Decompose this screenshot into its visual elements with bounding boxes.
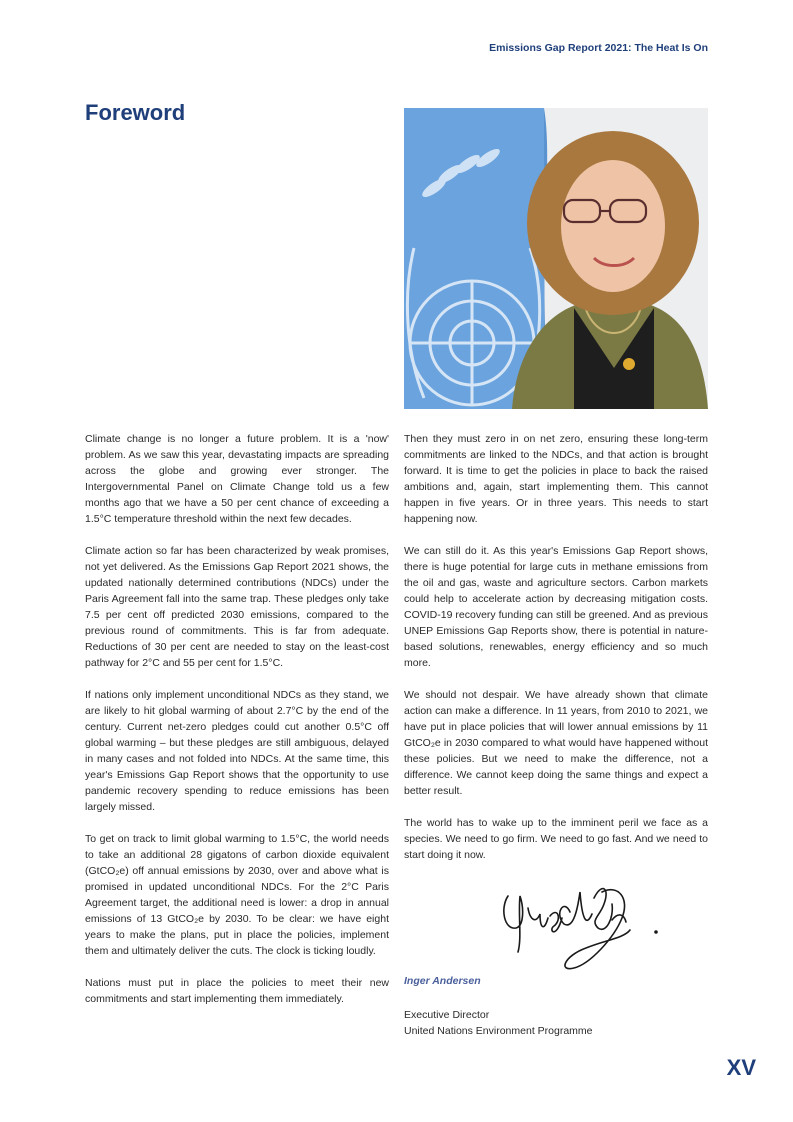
paragraph: If nations only implement unconditional NDCs as they stand, we are likely to hit global warming of about 2.7°C by the end of the century. Current net-zero pledges could cut another 0.5°C off global warming – but these pledges are still ambiguous, delayed in many cases and not folded into NDCs. At the same time, this year's Emissions Gap Report shows that the opportunity to use pandemic recovery spending to reduce emissions has been largely missed. — [85, 689, 389, 813]
paragraph: Nations must put in place the policies to meet their new commitments and start implementing them immediately. — [85, 977, 389, 1005]
signatory-details — [404, 1007, 593, 1039]
body-left-column — [85, 431, 389, 1023]
signatory-name: Inger Andersen — [404, 975, 481, 987]
paragraph: The world has to wake up to the imminent peril we face as a species. We need to go firm. We need to go fast. And we need to start doing it now. — [404, 817, 708, 861]
body-right-column — [404, 431, 708, 879]
portrait-photo — [404, 108, 708, 409]
running-header: Emissions Gap Report 2021: The Heat Is On — [489, 42, 708, 54]
paragraph: Climate change is no longer a future problem. It is a 'now' problem. As we saw this year, devastating impacts are spreading across the globe and growing ever stronger. The Intergovernmental Panel on Climate Change told us a few months ago that we have a 50 per cent chance of exceeding a 1.5°C temperature threshold within the next few decades. — [85, 433, 389, 525]
paragraph: Climate action so far has been characterized by weak promises, not yet delivered. As the Emissions Gap Report 2021 shows, the updated nationally determined contributions (NDCs) under the Paris Agreement fall into the same trap. These pledges only take 7.5 per cent off predicted 2030 emissions, compared to the previous round of commitments. This is far from adequate. Reductions of 30 per cent are needed to stay on the least-cost pathway for 2°C and 55 per cent for 1.5°C. — [85, 545, 389, 669]
paragraph: To get on track to limit global warming to 1.5°C, the world needs to take an additional 28 gigatons of carbon dioxide equivalent (GtCO₂e) off annual emissions by 2030, over and above what is promised in updated unconditional NDCs. For the 2°C Paris Agreement target, the additional need is lower: a drop in annual emissions of 13 GtCO₂e by 2030. To be clear: we have eight years to make the plans, put in place the policies, implement them and ultimately deliver the cuts. The clock is ticking loudly. — [85, 833, 389, 957]
paragraph: We should not despair. We have already shown that climate action can make a difference. In 11 years, from 2010 to 2021, we have put in place policies that will lower annual emissions by 11 GtCO₂e in 2030 compared to what would have happened without these policies. But we need to make the difference, not a difference. We cannot keep doing the same things and expect a better result. — [404, 689, 708, 797]
page-title: Foreword — [85, 100, 186, 125]
signatory-role: Executive Director — [404, 1009, 490, 1021]
page-number: XV — [726, 1055, 756, 1080]
paragraph: We can still do it. As this year's Emissions Gap Report shows, there is huge potential for large cuts in methane emissions from the oil and gas, waste and agriculture sectors. Carbon markets could help to accelerate action by decreasing mitigation costs. COVID-19 recovery funding can still be greened. And as previous UNEP Emissions Gap Reports show, there is potential in nature-based solutions, renewables, energy efficiency and so much more. — [404, 545, 708, 669]
signatory-organization: United Nations Environment Programme — [404, 1025, 593, 1037]
handwritten-signature — [494, 868, 664, 976]
paragraph: Then they must zero in on net zero, ensuring these long-term commitments are linked to the NDCs, and that action is brought forward. It is time to get the policies in place to back the raised ambitions and, again, start implementing them. This cannot happen in five years. Or in three years. This needs to start happening now. — [404, 433, 708, 525]
